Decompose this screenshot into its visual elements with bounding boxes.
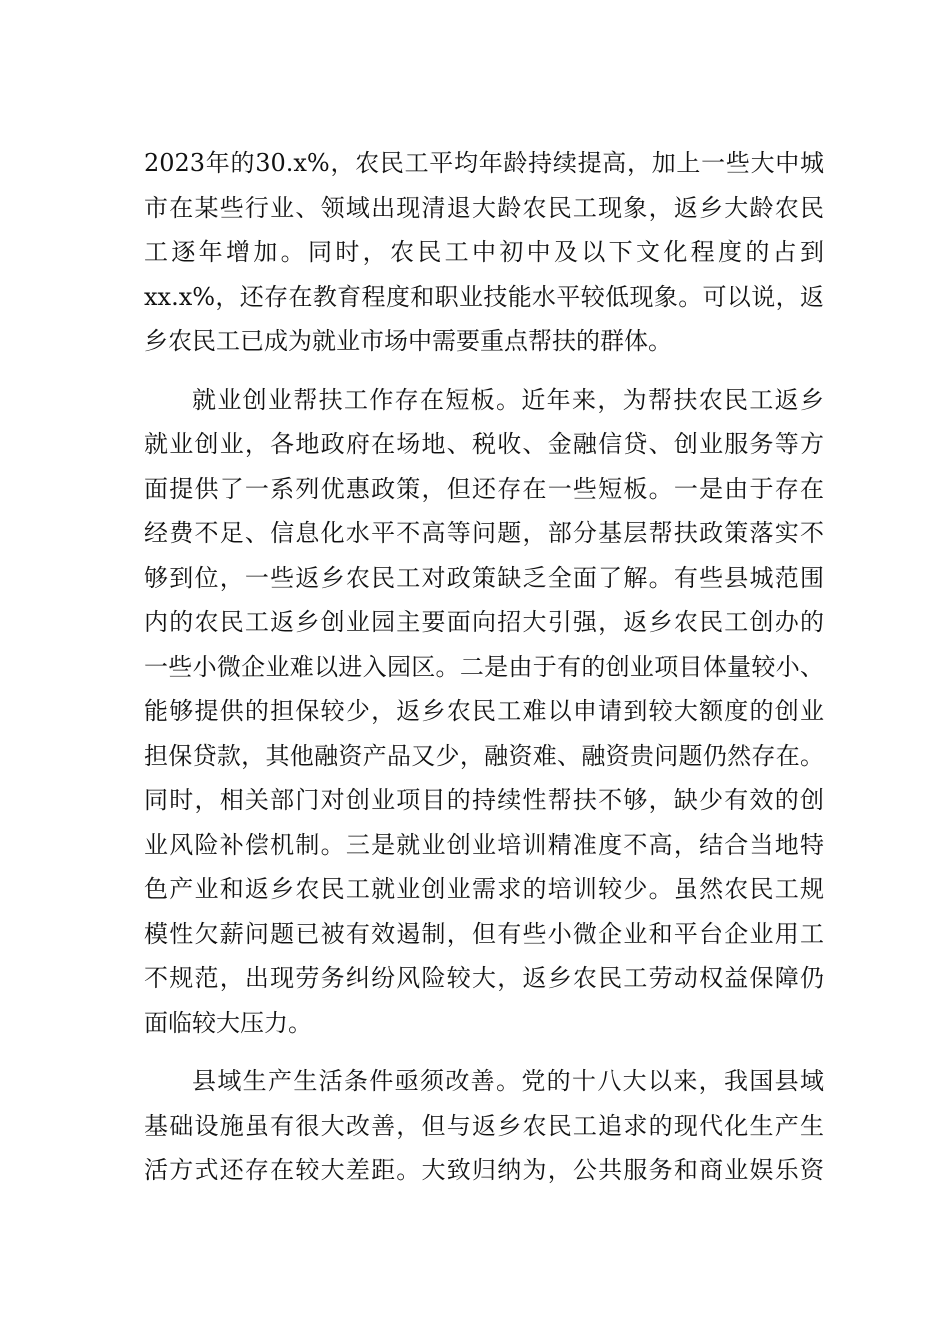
text-line: 够到位，一些返乡农民工对政策缺乏全面了解。有些县城范围 (144, 563, 824, 592)
text-line: 县域生产生活条件亟须改善。党的十八大以来，我国县域 (192, 1067, 824, 1095)
text-line: 就业创业，各地政府在场地、税收、金融信贷、创业服务等方 (144, 430, 824, 458)
text-line: 经费不足、信息化水平不高等问题，部分基层帮扶政策落实不 (144, 519, 824, 547)
text-line: xx.x%，还存在教育程度和职业技能水平较低现象。可以说，返 (144, 282, 824, 311)
text-line: 不规范，出现劳务纠纷风险较大，返乡农民工劳动权益保障仍 (144, 964, 824, 992)
paragraph-3 (144, 1059, 824, 1193)
text-line: 面提供了一系列优惠政策，但还存在一些短板。一是由于存在 (144, 474, 824, 503)
paragraph-2 (144, 378, 824, 1046)
text-line: 内的农民工返乡创业园主要面向招大引强，返乡农民工创办的 (144, 608, 824, 636)
text-line: 同时，相关部门对创业项目的持续性帮扶不够，缺少有效的创 (144, 786, 824, 814)
text-line: 面临较大压力。 (144, 1008, 312, 1037)
text-line: 乡农民工已成为就业市场中需要重点帮扶的群体。 (144, 327, 672, 355)
text-line: 工逐年增加。同时，农民工中初中及以下文化程度的占到 (144, 238, 824, 266)
text-line: 色产业和返乡农民工就业创业需求的培训较少。虽然农民工规 (144, 875, 824, 903)
text-line: 市在某些行业、领域出现清退大龄农民工现象，返乡大龄农民 (144, 193, 824, 222)
text-line: 基础设施虽有很大改善，但与返乡农民工追求的现代化生产生 (144, 1111, 824, 1140)
body-text (144, 141, 824, 1193)
text-line: 模性欠薪问题已被有效遏制，但有些小微企业和平台企业用工 (144, 919, 824, 948)
text-line: 能够提供的担保较少，返乡农民工难以申请到较大额度的创业 (144, 697, 824, 725)
text-line: 就业创业帮扶工作存在短板。近年来，为帮扶农民工返乡 (192, 385, 824, 414)
paragraph-1 (144, 141, 824, 364)
text-line: 2023年的30.x%，农民工平均年龄持续提高，加上一些大中城 (144, 149, 824, 177)
text-line: 担保贷款，其他融资产品又少，融资难、融资贵问题仍然存在。 (144, 741, 824, 770)
text-line: 一些小微企业难以进入园区。二是由于有的创业项目体量较小、 (144, 652, 824, 681)
text-line: 业风险补偿机制。三是就业创业培训精准度不高，结合当地特 (144, 830, 824, 859)
text-line: 活方式还存在较大差距。大致归纳为，公共服务和商业娱乐资 (144, 1156, 824, 1184)
